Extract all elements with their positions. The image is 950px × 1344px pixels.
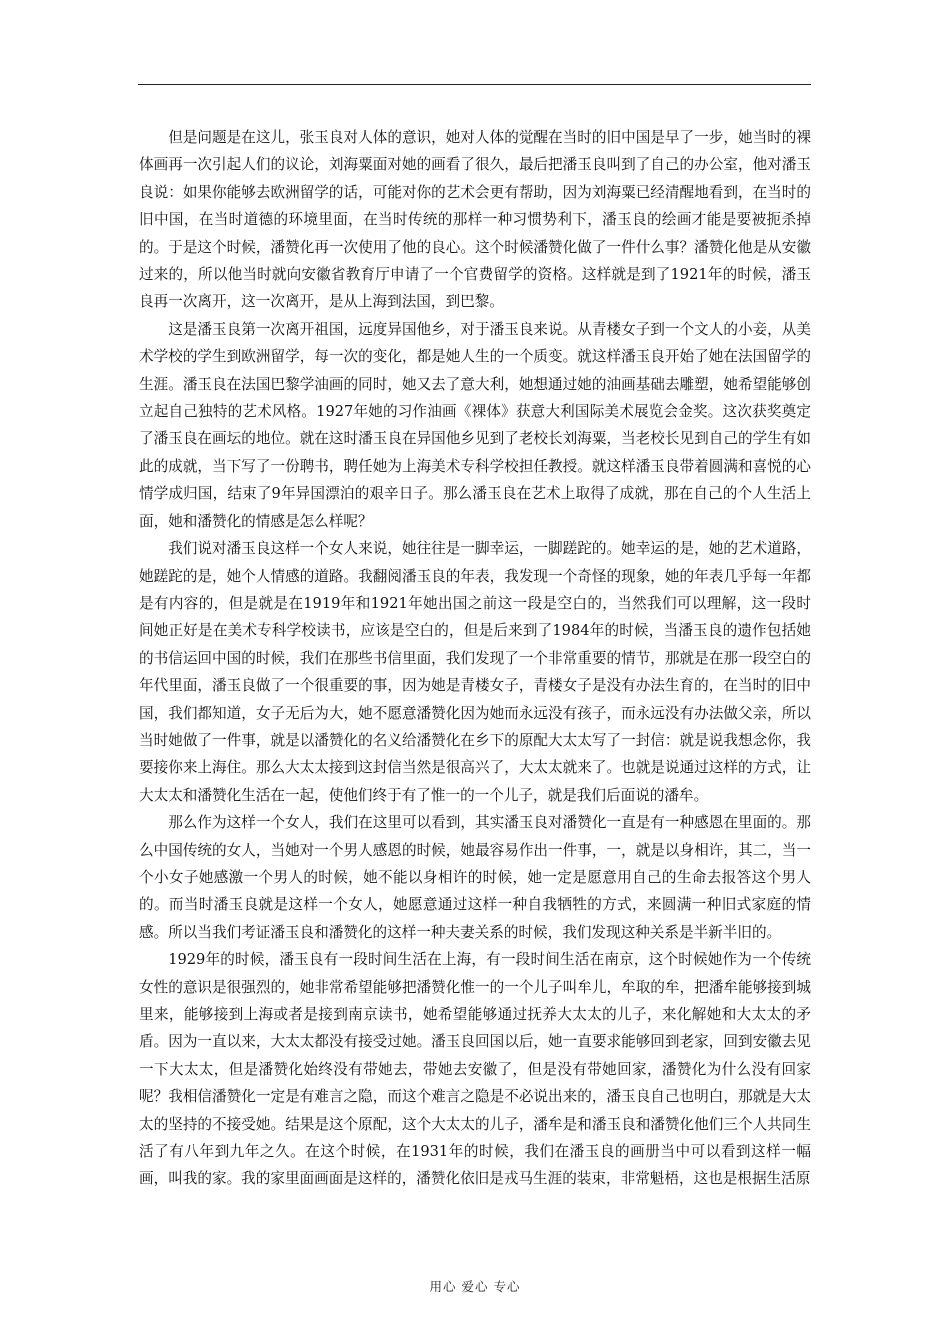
- body-text: [139, 124, 811, 1193]
- header-rule: [138, 84, 811, 85]
- paragraph: 我们说对潘玉良这样一个女人来说，她往往是一脚幸运，一脚蹉跎的。她幸运的是，她的艺术道路，她蹉跎的是，她个人情感的道路。我翻阅潘玉良的年表，我发现一个奇怪的现象，她的年表几乎每一年都是有内容的，但是就是在1919年和1921年她出国之前这一段是空白的，当然我们可以理解，这一段时间她正好是在美术专科学校读书，应该是空白的，但是后来到了1984年的时候，当潘玉良的遗作包括她的书信运回中国的时候，我们在那些书信里面，我们发现了一个非常重要的情节，那就是在那一段空白的年代里面，潘玉良做了一个很重要的事，因为她是青楼女子，青楼女子是没有办法生育的，在当时的旧中国，我们都知道，女子无后为大，她不愿意潘赞化因为她而永远没有孩子，而永远没有办法做父亲，所以当时她做了一件事，就是以潘赞化的名义给潘赞化在乡下的原配大太太写了一封信：就是说我想念你，我要接你来上海住。那么大太太接到这封信当然是很高兴了，大太太就来了。也就是说通过这样的方式，让大太太和潘赞化生活在一起，使他们终于有了惟一的一个儿子，就是我们后面说的潘牟。: [139, 540, 811, 804]
- paragraph: 1929年的时候，潘玉良有一段时间生活在上海，有一段时间生活在南京，这个时候她作为一个传统女性的意识是很强烈的，她非常希望能够把潘赞化惟一的一个儿子叫牟儿，牟取的牟，把潘牟能够接到城里来，能够接到上海或者是接到南京读书，她希望能够通过抚养大太太的儿子，来化解她和大太太的矛盾。因为一直以来，大太太都没有接受过她。潘玉良回国以后，她一直要求能够回到老家，回到安徽去见一下大太太，但是潘赞化始终没有带她去，带她去安徽了，但是没有带她回家，潘赞化为什么没有回家呢？我相信潘赞化一定是有难言之隐，而这个难言之隐是不必说出来的，潘玉良自己也明白，那就是大太太的坚持的不接受她。结果是这个原配，这个大太太的儿子，潘牟是和潘玉良和潘赞化他们三个人共同生活了有八年到九年之久。在这个时候，在1931年的时候，我们在潘玉良的画册当中可以看到这样一幅画，叫我的家。我的家里面画面是这样的，潘赞化依旧是戎马生涯的装束，非常魁梧，这也是根据生活原: [139, 951, 811, 1188]
- page-footer: 用心 爱心 专心: [429, 1279, 521, 1294]
- paragraph: 那么作为这样一个女人，我们在这里可以看到，其实潘玉良对潘赞化一直是有一种感恩在里面的。那么中国传统的女人，当她对一个男人感恩的时候，她最容易作出一件事，一，就是以身相许，其二，当一个小女子她感激一个男人的时候，她不能以身相许的时候，她一定是愿意用自己的生命去报答这个男人的。而当时潘玉良就是这样一个女人，她愿意通过这样一种自我牺牲的方式，来圆满一种旧式家庭的情感。所以当我们考证潘玉良和潘赞化的这样一种夫妻关系的时候，我们发现这种关系是半新半旧的。: [139, 814, 811, 941]
- paragraph: 这是潘玉良第一次离开祖国，远度异国他乡，对于潘玉良来说。从青楼女子到一个文人的小妾，从美术学校的学生到欧洲留学，每一次的变化，都是她人生的一个质变。就这样潘玉良开始了她在法国留学的生涯。潘玉良在法国巴黎学油画的同时，她又去了意大利，她想通过她的油画基础去雕塑，她希望能够创立起自己独特的艺术风格。1927年她的习作油画《裸体》获意大利国际美术展览会金奖。这次获奖奠定了潘玉良在画坛的地位。就在这时潘玉良在异国他乡见到了老校长刘海粟，当老校长见到自己的学生有如此的成就，当下写了一份聘书，聘任她为上海美术专科学校担任教授。就这样潘玉良带着圆满和喜悦的心情学成归国，结束了9年异国漂泊的艰辛日子。那么潘玉良在艺术上取得了成就，那在自己的个人生活上面，她和潘赞化的情感是怎么样呢？: [139, 320, 811, 530]
- paragraph: 但是问题是在这儿，张玉良对人体的意识，她对人体的觉醒在当时的旧中国是早了一步，她当时的裸体画再一次引起人们的议论，刘海粟面对她的画看了很久，最后把潘玉良叫到了自己的办公室，他对潘玉良说：如果你能够去欧洲留学的话，可能对你的艺术会更有帮助，因为刘海粟已经清醒地看到，在当时的旧中国，在当时道德的环境里面，在当时传统的那样一种习惯势利下，潘玉良的绘画才能是要被扼杀掉的。于是这个时候，潘赞化再一次使用了他的良心。这个时候潘赞化做了一件什么事？潘赞化他是从安徽过来的，所以他当时就向安徽省教育厅申请了一个官费留学的资格。这样就是到了1921年的时候，潘玉良再一次离开，这一次离开，是从上海到法国，到巴黎。: [139, 129, 811, 311]
